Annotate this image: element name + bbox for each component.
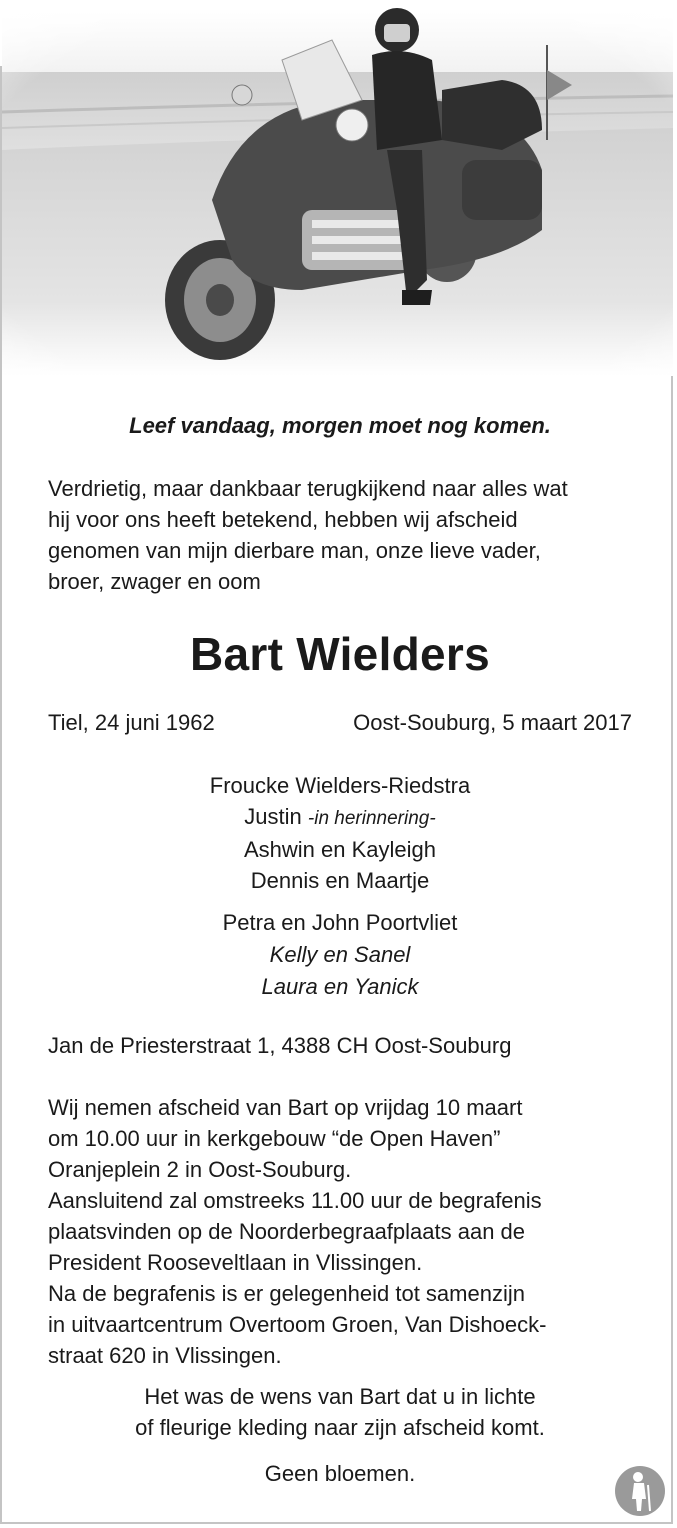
death-info: Oost-Souburg, 5 maart 2017	[353, 710, 632, 735]
service-line: Oranjeplein 2 in Oost-Souburg.	[48, 1157, 352, 1182]
family-member: Justin	[244, 804, 302, 829]
family-line: Ashwin en Kayleigh	[243, 837, 436, 862]
service-line: om 10.00 uur in kerkgebouw “de Open Haven”	[48, 1126, 501, 1151]
wish-paragraph	[48, 1381, 632, 1443]
family-line: Dennis en Maartje	[250, 868, 430, 893]
no-flowers-note: Geen bloemen.	[264, 1461, 416, 1486]
family-line: Petra en John Poortvliet	[222, 910, 458, 935]
family-line: Kelly en Sanel	[269, 942, 411, 967]
intro-line: hij voor ons heeft betekend, hebben wij afscheid	[48, 507, 518, 532]
family-group-1	[48, 770, 632, 896]
motorcycle-photo	[2, 0, 673, 376]
intro-paragraph	[48, 473, 632, 597]
address: Jan de Priesterstraat 1, 4388 CH Oost-Souburg	[48, 1033, 512, 1058]
wish-line: Het was de wens van Bart dat u in lichte	[144, 1384, 536, 1409]
intro-line: broer, zwager en oom	[48, 569, 261, 594]
deceased-name: Bart Wielders	[189, 628, 491, 680]
service-line: Wij nemen afscheid van Bart op vrijdag 10 maart	[48, 1095, 523, 1120]
intro-line: Verdrietig, maar dankbaar terugkijkend naar alles wat	[48, 476, 568, 501]
birth-info: Tiel, 24 juni 1962	[48, 710, 215, 735]
in-memory-note: -in herinnering-	[307, 808, 436, 829]
service-paragraph	[48, 1092, 632, 1371]
service-line: straat 620 in Vlissingen.	[48, 1343, 282, 1368]
service-line: Aansluitend zal omstreeks 11.00 uur de begrafenis	[48, 1188, 542, 1213]
service-line: in uitvaartcentrum Overtoom Groen, Van Dishoeck-	[48, 1312, 547, 1337]
family-line: Froucke Wielders-Riedstra	[209, 773, 471, 798]
walking-figure-icon	[614, 1465, 666, 1517]
intro-line: genomen van mijn dierbare man, onze lieve vader,	[48, 538, 541, 563]
service-line: plaatsvinden op de Noorderbegraafplaats aan de	[48, 1219, 526, 1244]
family-line	[48, 801, 632, 834]
service-line: Na de begrafenis is er gelegenheid tot samenzijn	[48, 1281, 525, 1306]
family-line: Laura en Yanick	[261, 974, 419, 999]
wish-line: of fleurige kleding naar zijn afscheid komt.	[135, 1415, 545, 1440]
family-group-2	[48, 907, 632, 1003]
motto: Leef vandaag, morgen moet nog komen.	[129, 413, 551, 438]
service-line: President Rooseveltlaan in Vlissingen.	[48, 1250, 423, 1275]
dates-row	[48, 707, 632, 738]
